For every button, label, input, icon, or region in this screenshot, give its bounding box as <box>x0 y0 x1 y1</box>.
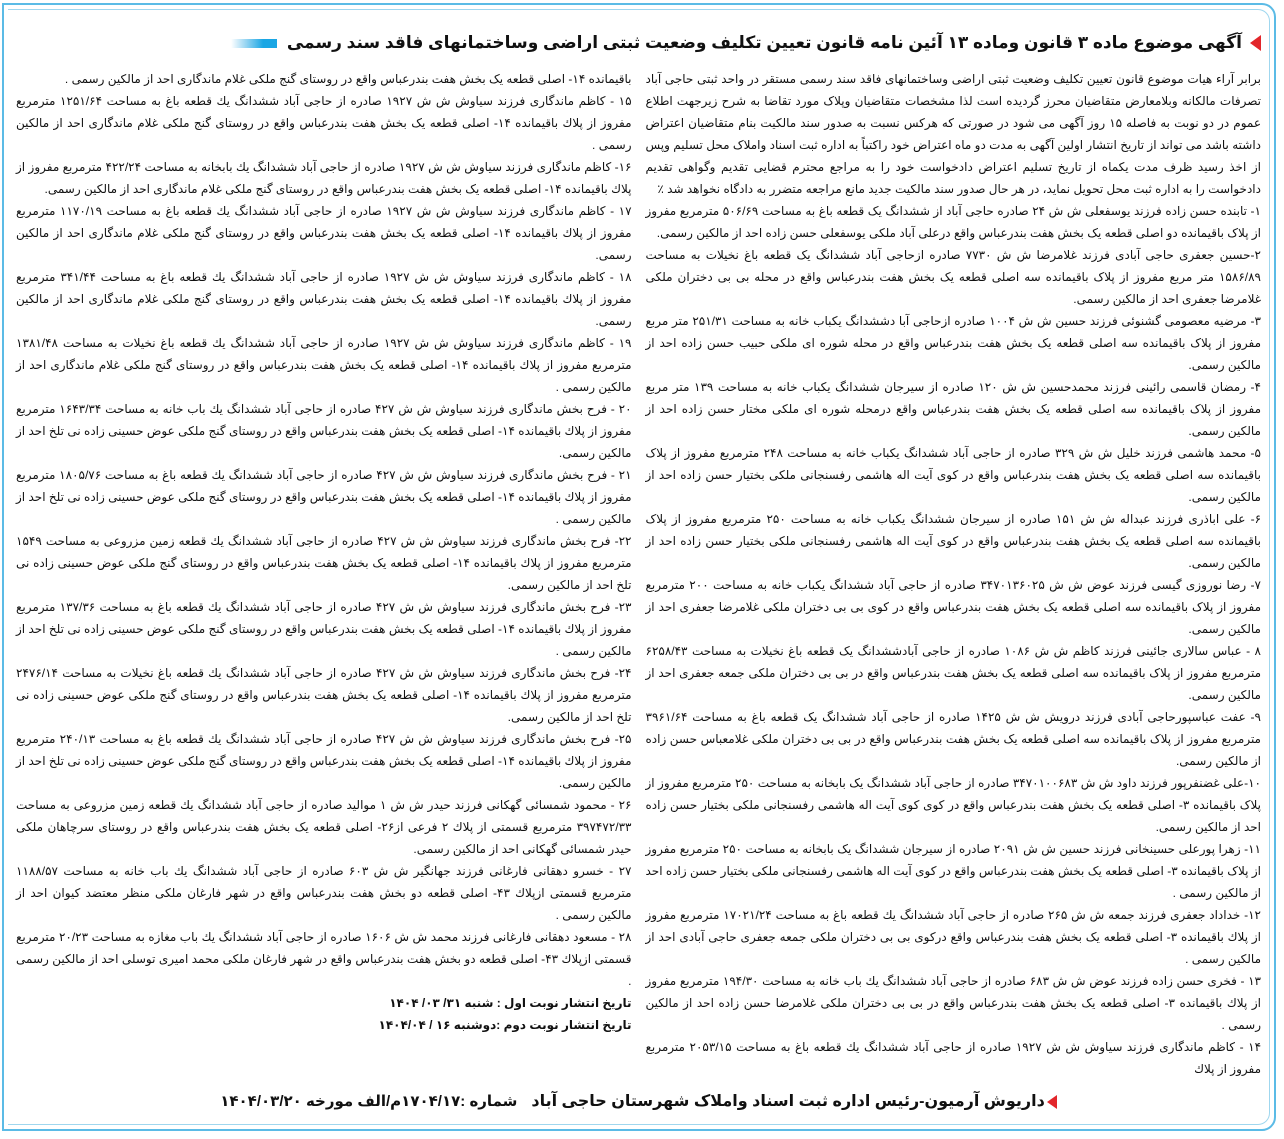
list-item: ۹- عفت عباسپورحاجی آبادی فرزند درویش ش ش ۱۴۲۵ صادره از حاجی آباد ششدانگ یک قطعه باغ به مساحت ۳۹۶۱/۶۴ مترمربع مفروز از پلاک باقیمانده سه اصلی قطعه یک بخش هفت بندرعباس واقع در بی بی دختران ملکی غلامعباس حسن زاده از مالکین رسمی. <box>645 710 1261 768</box>
left-column <box>16 68 632 1036</box>
list-item: ۱۷ - کاظم ماندگاری فرزند سیاوش ش ش ۱۹۲۷ صادره از حاجی آباد ششدانگ یك قطعه باغ به مساحت ۱۱۷۰/۱۹ مترمربع مفروز از پلاك باقیمانده ۱۴- اصلی قطعه یک بخش هفت بندرعباس واقع در روستای گنج ملکی غلام ماندگاری احد از مالکین رسمی. <box>16 204 632 262</box>
list-item: ۲۱ - فرح بخش ماندگاری فرزند سیاوش ش ش ۴۲۷ صادره از حاجی آباد ششدانگ یك قطعه باغ به مساحت ۱۸۰۵/۷۶ مترمربع مفروز از پلاك باقیمانده ۱۴- اصلی قطعه یک بخش هفت بندرعباس واقع در روستای گنج ملکی عوض حسینی زاده نی تلخ احد از مالکین رسمی . <box>16 468 632 526</box>
notice-frame-inner <box>8 9 1270 1125</box>
notice-frame <box>2 3 1276 1131</box>
signatory: داریوش آرمیون-رئیس اداره ثبت اسناد واملاک شهرستان حاجی آباد <box>531 1093 1045 1110</box>
second-publication-date: تاریخ انتشار نوبت دوم :دوشنبه ۱۶ / ۱۴۰۴/۰۴ <box>378 1018 632 1032</box>
title-accent-bar <box>231 39 277 48</box>
list-item: ۲۰ - فرح بخش ماندگاری فرزند سیاوش ش ش ۴۲۷ صادره از حاجی آباد ششدانگ یك باب خانه به مساحت ۱۶۴۳/۳۴ مترمربع مفروز از پلاك باقیمانده ۱۴- اصلی قطعه یک بخش هفت بندرعباس واقع در روستای گنج ملکی عوض حسینی زاده نی تلخ احد از مالکین رسمی. <box>16 402 632 460</box>
list-item: ۱۲- خداداد جعفری فرزند جمعه ش ش ۲۶۵ صادره از حاجی آباد ششدانگ یك قطعه باغ به مساحت ۱۷۰۲۱/۲۴ مترمربع مفروز از پلاك باقیمانده ۳- اصلی قطعه یک بخش هفت بندرعباس واقع درکوی بی بی دختران ملکی جمعه جعفری حاجی آبادی احد از مالکین رسمی . <box>645 908 1262 966</box>
list-item: ۷- رضا نوروزی گیسی فرزند عوض ش ش ۳۴۷۰۱۳۶۰۲۵ صادره از حاجی آباد ششدانگ یکباب خانه به مساحت ۲۰۰ مترمربع مفروز از پلاک باقیمانده سه اصلی قطعه یک بخش هفت بندرعباس واقع در کوی بی بی دختران ملکی غلامرضا جعفری احد از مالکین رسمی. <box>645 578 1261 636</box>
right-column <box>646 68 1262 1080</box>
list-item: ۱۶- کاظم ماندگاری فرزند سیاوش ش ش ۱۹۲۷ صادره از حاجی آباد ششدانگ یك بابخانه به مساحت ۴۲۲/۲۴ مترمربع مفروز از پلاك باقیمانده ۱۴- اصلی قطعه یک بخش هفت بندرعباس واقع در روستای گنج ملکی غلام ماندگاری احد از مالکین رسمی. <box>16 160 632 196</box>
list-item: ۱۹ - کاظم ماندگاری فرزند سیاوش ش ش ۱۹۲۷ صادره از حاجی آباد ششدانگ یك قطعه باغ نخیلات به مساحت ۱۳۸۱/۴۸ مترمربع مفروز از پلاك باقیمانده ۱۴- اصلی قطعه یک بخش هفت بندرعباس واقع در روستای گنج ملکی غلام ماندگاری احد از مالکین رسمی . <box>16 336 632 394</box>
list-item: ۲۲- فرح بخش ماندگاری فرزند سیاوش ش ش ۴۲۷ صادره از حاجی آباد ششدانگ یك قطعه زمین مزروعی به مساحت ۱۵۴۹ مترمربع مفروز از پلاك باقیمانده ۱۴- اصلی قطعه یک بخش هفت بندرعباس واقع در روستای گنج ملکی عوض حسینی زاده نی تلخ احد از مالکین رسمی. <box>16 534 632 592</box>
list-item: ۵- محمد هاشمی فرزند خلیل ش ش ۳۲۹ صادره از حاجی آباد ششدانگ یکباب خانه به مساحت ۲۴۸ مترمربع مفروز از پلاک باقیمانده سه اصلی قطعه یک بخش هفت بندرعباس واقع در کوی آیت اله هاشمی رفسنجانی ملکی بختیار حسن زاده احد از مالکین رسمی. <box>645 446 1261 504</box>
list-item: ۸ - عباس سالاری جائینی فرزند کاظم ش ش ۱۰۸۶ صادره از حاجی آبادششدانگ یک قطعه باغ نخیلات به مساحت ۶۲۵۸/۴۳ مترمربع مفروز از پلاک باقیمانده سه اصلی قطعه یک بخش هفت بندرعباس واقع در بی بی دختران ملکی جمعه جعفری احد از مالکین رسمی. <box>645 644 1261 702</box>
first-publication-date: تاریخ انتشار نوبت اول : شنبه ۳۱/ ۰۳/ ۱۴۰۴ <box>389 996 632 1010</box>
list-item: ۱۵ - کاظم ماندگاری فرزند سیاوش ش ش ۱۹۲۷ صادره از حاجی آباد ششدانگ یك قطعه باغ به مساحت ۱۲۵۱/۶۴ مترمربع مفروز از پلاك باقیمانده ۱۴- اصلی قطعه یک بخش هفت بندرعباس واقع در روستای گنج ملکی غلام ماندگاری احد از مالکین رسمی . <box>16 94 632 152</box>
notice-footer <box>16 1090 1261 1114</box>
list-item: ۱۳ - فخری حسن زاده فرزند عوض ش ش ۶۸۳ صادره از حاجی آباد ششدانگ یك باب خانه به مساحت ۱۹۴/۳۰ مترمربع مفروز از پلاك باقیمانده ۳- اصلی قطعه یک بخش هفت بندرعباس واقع در بی بی دختران ملکی غلامرضا حسن زاده احد از مالکین رسمی . <box>645 974 1261 1032</box>
list-item: ۱۱- زهرا پورعلی حسینخانی فرزند حسین ش ش ۲۰۹۱ صادره از سیرجان ششدانگ یک بابخانه به مساحت ۲۵۰ مترمربع مفروز از پلاک باقیمانده ۳- اصلی قطعه یک بخش هفت بندرعباس واقع در کوی آیت اله هاشمی رفسنجانی ملکی بختیار حسن زاده احد از مالکین رسمی . <box>645 842 1261 900</box>
list-item: ۳- مرضیه معصومی گشنوئی فرزند حسین ش ش ۱۰۰۴ صادره ازحاجی آبا دششدانگ یکباب خانه به مساحت ۲۵۱/۳۱ متر مربع مفروز از پلاک باقیمانده سه اصلی قطعه یک بخش هفت بندرعباس واقع در محله شوره ای ملکی حبیب حسن زاده احد از مالکین رسمی. <box>645 314 1261 372</box>
list-item: ۱۸ - کاظم ماندگاری فرزند سیاوش ش ش ۱۹۲۷ صادره از حاجی آباد ششدانگ یك قطعه باغ به مساحت ۳۴۱/۴۴ مترمربع مفروز از پلاك باقیمانده ۱۴- اصلی قطعه یک بخش هفت بندرعباس واقع در روستای گنج ملکی غلام ماندگاری احد از مالکین رسمی. <box>16 270 632 328</box>
list-item: ۶- علی اباذری فرزند عبداله ش ش ۱۵۱ صادره از سیرجان ششدانگ یکباب خانه به مساحت ۲۵۰ مترمربع مفروز از پلاک باقیمانده سه اصلی قطعه یک بخش هفت بندرعباس واقع در کوی آیت اله هاشمی رفسنجانی ملکی بختیار حسن زاده احد از مالکین رسمی. <box>645 512 1262 570</box>
list-item: ۲۵- فرح بخش ماندگاری فرزند سیاوش ش ش ۴۲۷ صادره از حاجی آباد ششدانگ یك قطعه باغ به مساحت ۲۴۰/۱۳ مترمربع مفروز از پلاك باقیمانده ۱۴- اصلی قطعه یک بخش هفت بندرعباس واقع در روستای گنج ملکی عوض حسینی زاده نی تلخ احد از مالکین رسمی. <box>16 732 632 790</box>
list-item: ۲۸ - مسعود دهقانی فارغانی فرزند محمد ش ش ۱۶۰۶ صادره از حاجی آباد ششدانگ یك باب مغازه به مساحت ۲۰/۲۳ مترمربع قسمتی ازپلاك ۴۳- اصلی قطعه دو بخش هفت بندرعباس واقع در شهر فارغان ملکی محمد امیری توسلی احد از مالکین رسمی . <box>16 930 632 988</box>
list-item: ۲-حسین جعفری حاجی آبادی فرزند غلامرضا ش ش ۷۷۳۰ صادره ازحاجی آباد ششدانگ یک قطعه باغ نخیلات به مساحت ۱۵۸۶/۸۹ متر مربع مفروز از پلاک باقیمانده سه اصلی قطعه یک بخش هفت بندرعباس واقع در محله بی بی دختران ملکی غلامرضا جعفری احد از مالکین رسمی. <box>645 248 1261 306</box>
list-item: ۲۳- فرح بخش ماندگاری فرزند سیاوش ش ش ۴۲۷ صادره از حاجی آباد ششدانگ یك قطعه باغ به مساحت ۱۳۷/۳۶ مترمربع مفروز از پلاك باقیمانده ۱۴- اصلی قطعه یک بخش هفت بندرعباس واقع در روستای گنج ملکی عوض حسینی زاده نی تلخ احد از مالکین رسمی . <box>16 600 632 658</box>
notice-header <box>231 28 1261 58</box>
intro-paragraph: برابر آراء هیات موضوع قانون تعیین تکلیف وضعیت ثبتی اراضی وساختمانهای فاقد سند رسمی مستقر در واحد ثبتی حاجی آباد تصرفات مالکانه وبلامعارض متقاضیان محرز گردیده است لذا مشخصات متقاضیان وپلاک مورد تقاضا به شرح زیرجهت اطلاع عموم در دو نوبت به فاصله ۱۵ روز آگهی می شود در صورتی که هرکس نسبت به صدور سند مالکیت بنام متقاضیان اعتراض داشته باشد می تواند از تاریخ انتشار اولین آگهی به مدت دو ماه اعتراض خود راکتباً به اداره ثبت اسناد واملاک محل تسلیم وپس از اخذ رسید ظرف مدت یکماه از تاریخ تسلیم اعتراض دادخواست خود را به مراجع محترم قضایی تقدیم وگواهی تقدیم دادخواست را به اداره ثبت محل تحویل نماید، در هر حال صدور سند مالکیت جدید مانع مراجعه متضرر به دادگاه نخواهد شد ٪ <box>645 72 1261 196</box>
red-triangle-icon <box>1250 35 1261 51</box>
list-item: ۲۴- فرح بخش ماندگاری فرزند سیاوش ش ش ۴۲۷ صادره از حاجی آباد ششدانگ یك قطعه باغ نخیلات به مساحت ۲۴۷۶/۱۴ مترمربع مفروز از پلاك باقیمانده ۱۴- اصلی قطعه یک بخش هفت بندرعباس واقع در روستای گنج ملکی عوض حسینی زاده نی تلخ احد از مالکین رسمی. <box>16 666 632 724</box>
notice-title: آگهی موضوع ماده ۳ قانون وماده ۱۳ آئین نامه قانون تعیین تکلیف وضعیت ثبتی اراضی وساختمانهای فاقد سند رسمی <box>286 33 1242 52</box>
list-item: ۱۰-علی غضنفرپور فرزند داود ش ش ۳۴۷۰۱۰۰۶۸۳ صادره از حاجی آباد ششدانگ یک بابخانه به مساحت ۲۵۰ مترمربع مفروز از پلاک باقیمانده ۳- اصلی قطعه یک بخش هفت بندرعباس واقع در کوی کوی آیت اله هاشمی رفسنجانی ملکی بختیار حسن زاده احد از مالکین رسمی. <box>645 776 1261 834</box>
notice-body <box>16 68 1261 1080</box>
list-item: ۱- تابنده حسن زاده فرزند یوسفعلی ش ش ۲۴ صادره حاجی آباد از ششدانگ یک قطعه باغ به مساحت ۵۰۶/۶۹ مترمربع مفروز از پلاک باقیمانده دو اصلی قطعه یک بخش هفت بندرعباس واقع درعلی آباد ملکی یوسفعلی حسن زاده احد از مالکین رسمی. <box>645 204 1261 240</box>
list-item: ۲۶ - محمود شمسائی گهکانی فرزند حیدر ش ش ۱ موالید صادره از حاجی آباد ششدانگ یك قطعه زمین مزروعی به مساحت ۳۹۷۴۷۲/۳۳ مترمربع قسمتی از پلاك ۲ فرعی از۲۶- اصلی قطعه یک بخش هفت بندرعباس واقع در روستای سرچاهان ملکی حیدر شمسائی گهکانی احد از مالکین رسمی. <box>16 798 632 856</box>
reference-number: شماره :۱۷۰۴/۱۷م/الف مورخه ۱۴۰۴/۰۳/۲۰ <box>220 1093 518 1110</box>
list-item: باقیمانده ۱۴- اصلی قطعه یک بخش هفت بندرعباس واقع در روستای گنج ملکی غلام ماندگاری احد از مالکین رسمی . <box>64 72 632 86</box>
list-item: ۱۴ - کاظم ماندگاری فرزند سیاوش ش ش ۱۹۲۷ صادره از حاجی آباد ششدانگ یك قطعه باغ به مساحت ۲۰۵۳/۱۵ مترمربع مفروز از پلاك <box>645 1040 1262 1076</box>
list-item: ۴- رمضان قاسمی رائینی فرزند محمدحسین ش ش ۱۲۰ صادره از سیرجان ششدانگ یکباب خانه به مساحت ۱۳۹ متر مربع مفروز از پلاک باقیمانده سه اصلی قطعه یک بخش هفت بندرعباس واقع درمحله شوره ای ملکی مختار حسن زاده احد از مالکین رسمی. <box>645 380 1261 438</box>
red-triangle-icon <box>1047 1095 1057 1109</box>
list-item: ۲۷ - خسرو دهقانی فارغانی فرزند جهانگیر ش ش ۶۰۳ صادره از حاجی آباد ششدانگ یك باب خانه به مساحت ۱۱۸۸/۵۷ مترمربع قسمتی ازپلاك ۴۳- اصلی قطعه دو بخش هفت بندرعباس واقع در شهر فارغان ملکی منظر معتضد کیوان احد از مالکین رسمی . <box>16 864 632 922</box>
